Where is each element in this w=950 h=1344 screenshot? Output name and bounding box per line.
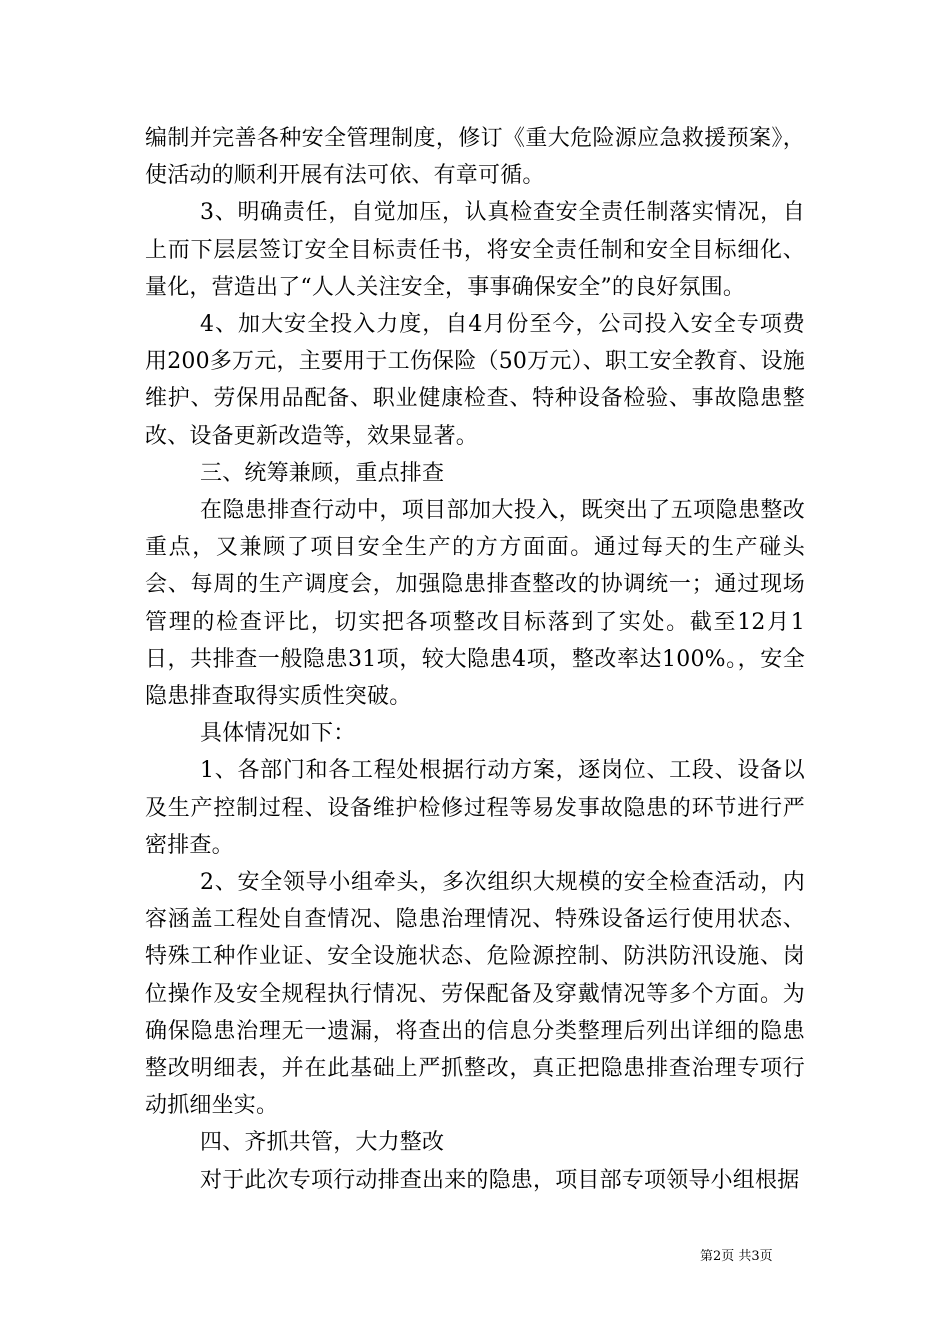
page-number: 第2页 共3页 <box>700 1249 773 1264</box>
paragraph-3: 4、加大安全投入力度，自4月份至今，公司投入安全专项费用200多万元，主要用于工伤保险（50万元）、职工安全教育、设施维护、劳保用品配备、职业健康检查、特种设备检验、事故隐患整改、设备更新改造等，效果显著。 <box>145 312 805 449</box>
section-heading-4: 四、齐抓共管，大力整改 <box>200 1130 445 1156</box>
paragraph-5: 在隐患排查行动中，项目部加大投入，既突出了五项隐患整改重点，又兼顾了项目安全生产的方方面面。通过每天的生产碰头会、每周的生产调度会，加强隐患排查整改的协调统一；通过现场管理的检查评比，切实把各项整改目标落到了实处。截至12月1日，共排查一般隐患31项，较大隐患4项，整改率达100%。，安全隐患排查取得实质性突破。 <box>145 498 805 710</box>
section-heading-3: 三、统筹兼顾，重点排查 <box>200 460 445 486</box>
paragraph-2: 3、明确责任，自觉加压，认真检查安全责任制落实情况，自上而下层层签订安全目标责任书，将安全责任制和安全目标细化、量化，营造出了“人人关注安全，事事确保安全”的良好氛围。 <box>145 200 805 300</box>
paragraph-1: 编制并完善各种安全管理制度，修订《重大危险源应急救援预案》，使活动的顺利开展有法可依、有章可循。 <box>145 126 805 189</box>
paragraph-8: 2、安全领导小组牵头，多次组织大规模的安全检查活动，内容涵盖工程处自查情况、隐患治理情况、特殊设备运行使用状态、特殊工种作业证、安全设施状态、危险源控制、防洪防汛设施、岗位操作及安全规程执行情况、劳保配备及穿戴情况等多个方面。为确保隐患治理无一遗漏，将查出的信息分类整理后列出详细的隐患整改明细表，并在此基础上严抓整改，真正把隐患排查治理专项行动抓细坐实。 <box>145 870 805 1119</box>
paragraph-6: 具体情况如下： <box>200 721 356 747</box>
paragraph-7: 1、各部门和各工程处根据行动方案，逐岗位、工段、设备以及生产控制过程、设备维护检修过程等易发事故隐患的环节进行严密排查。 <box>145 758 805 858</box>
paragraph-10: 对于此次专项行动排查出来的隐患，项目部专项领导小组根据 <box>200 1167 800 1193</box>
document-body <box>145 120 805 1199</box>
